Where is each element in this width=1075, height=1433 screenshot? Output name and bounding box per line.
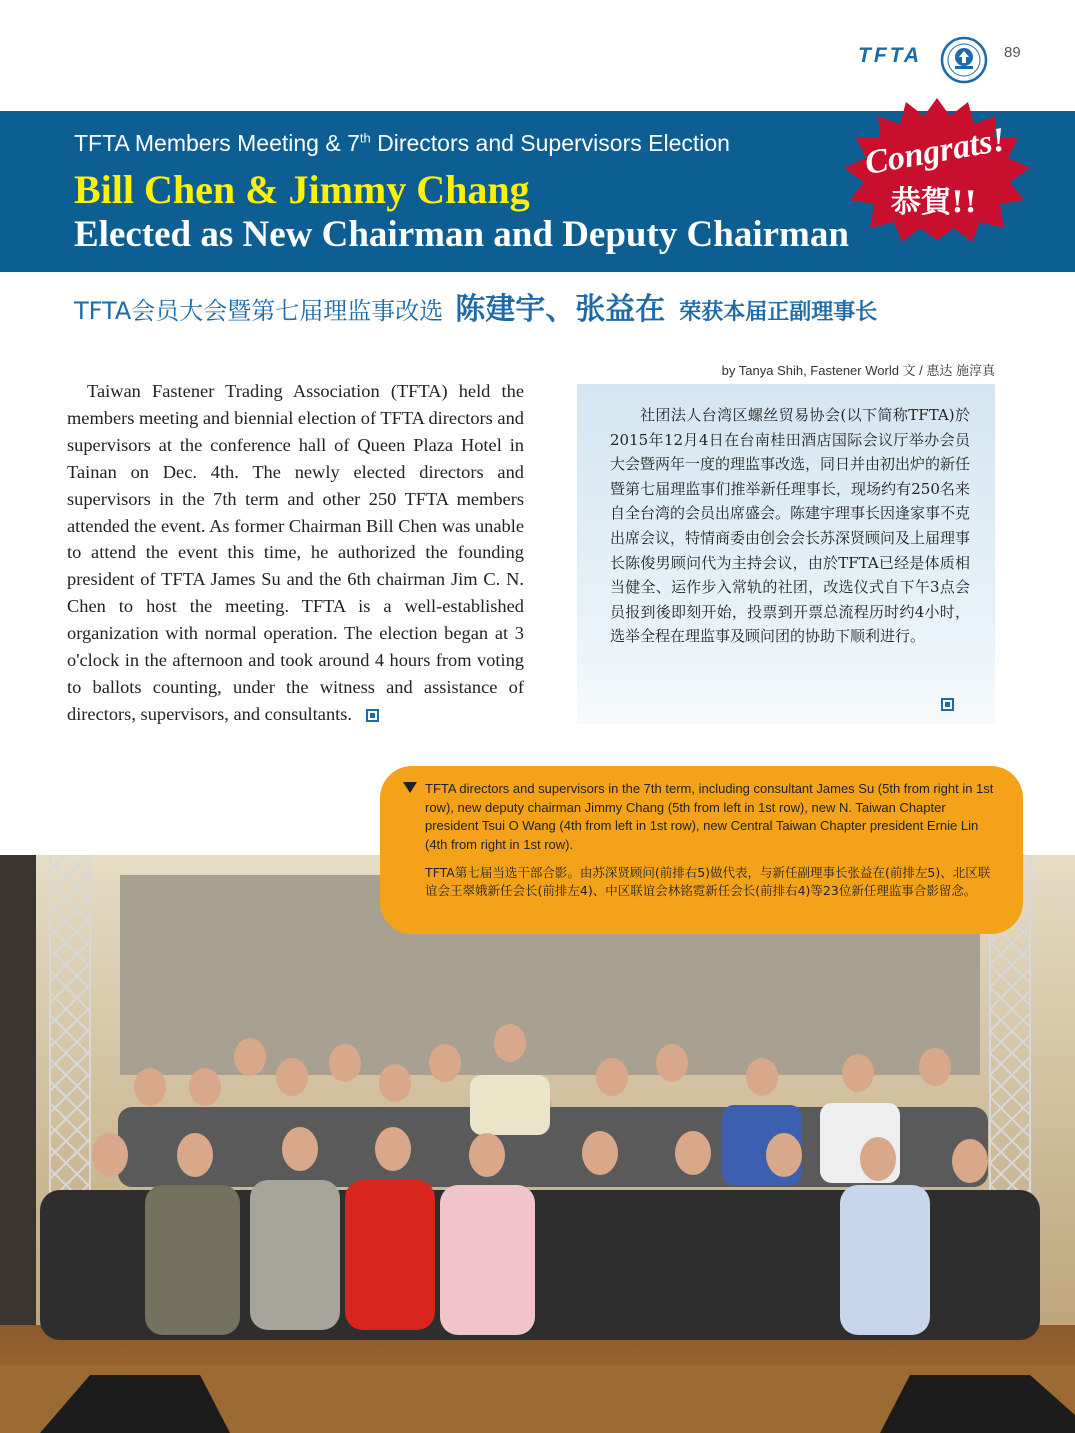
chinese-headline bbox=[74, 284, 877, 328]
end-of-chinese-article-icon bbox=[941, 695, 954, 713]
cn-headline-part1: TFTA会员大会暨第七届理监事改选 bbox=[74, 297, 444, 325]
caption-chinese: TFTA第七届当选干部合影。由苏深贤顾问(前排右5)做代表，与新任副理事长张益在(前排左5)、北区联谊会王翠娥新任会长(前排左4)、中区联谊会林铭霓新任会长(前排右4)等23位新任理监事合影留念。 bbox=[425, 865, 991, 898]
caption-arrow-down-icon bbox=[403, 782, 417, 793]
article-title-line1: Bill Chen & Jimmy Chang bbox=[74, 167, 530, 212]
chinese-article-body: 社团法人台湾区螺丝贸易协会(以下简称TFTA)於2015年12月4日在台南桂田酒店国际会议厅举办会员大会暨两年一度的理监事改选，同日并由初出炉的新任暨第七届理监事们推举新任理事长，现场约有250名来自全台湾的会员出席盛会。陈建宇理事长因逢家事不克出席会议，特情商委由创会会长苏深贤顾问及上届理事长陈俊男顾问代为主持会议，由於TFTA已经是体质相当健全、运作步入常轨的社团，改选仪式自下午3点会员报到後即刻开始，投票到开票总流程历时约4小时，选举全程在理监事及顾问团的协助下顺利进行。 bbox=[610, 406, 971, 646]
brand-wordmark: TFTA bbox=[858, 44, 923, 67]
english-body-text: Taiwan Fastener Trading Association (TFTA) held the members meeting and biennial election of TFTA directors and supervisors at the conference hall of Queen Plaza Hotel in Tainan on Dec. 4th. The newly elected directors and supervisors in the 7th term and other 250 TFTA members attended the event. As former Chairman Bill Chen was unable to attend the event this time, he authorized the founding president of TFTA James Su and the 6th chairman Jim C. N. Chen to host the meeting. TFTA is a well-established organization with normal operation. The election began at 3 o'clock in the afternoon and took around 4 hours from voting to ballots counting, under the witness and assistance of directors, supervisors, and consultants. bbox=[67, 381, 524, 724]
congrats-badge bbox=[842, 94, 1032, 244]
byline: by Tanya Shih, Fastener World 文 / 惠达 施淳真 bbox=[721, 363, 995, 378]
article-title-line2: Elected as New Chairman and Deputy Chairman bbox=[74, 214, 849, 255]
cn-headline-names: 陈建宇、张益在 bbox=[455, 292, 666, 327]
page-number: 89 bbox=[1004, 44, 1021, 61]
caption-english: TFTA directors and supervisors in the 7th term, including consultant James Su (5th from right in 1st row), new deputy chairman Jimmy Chang (5th from left in 1st row), new N. Taiwan Chapter president Tsui O Wang (4th from left in 1st row), new Central Taiwan Chapter president Ernie Lin (4th from right in 1st row). bbox=[425, 781, 994, 852]
cn-headline-part3: 荣获本届正副理事长 bbox=[679, 300, 878, 325]
group-photo bbox=[0, 855, 1075, 1433]
end-of-article-icon bbox=[366, 709, 379, 722]
congrats-cn-text: 恭賀!! bbox=[890, 185, 978, 220]
article-kicker: TFTA Members Meeting & 7th Directors and Supervisors Election bbox=[74, 130, 730, 156]
english-article-body bbox=[67, 378, 524, 728]
tfta-logo-icon bbox=[940, 36, 988, 84]
congrats-text: Congrats! bbox=[862, 121, 1009, 183]
